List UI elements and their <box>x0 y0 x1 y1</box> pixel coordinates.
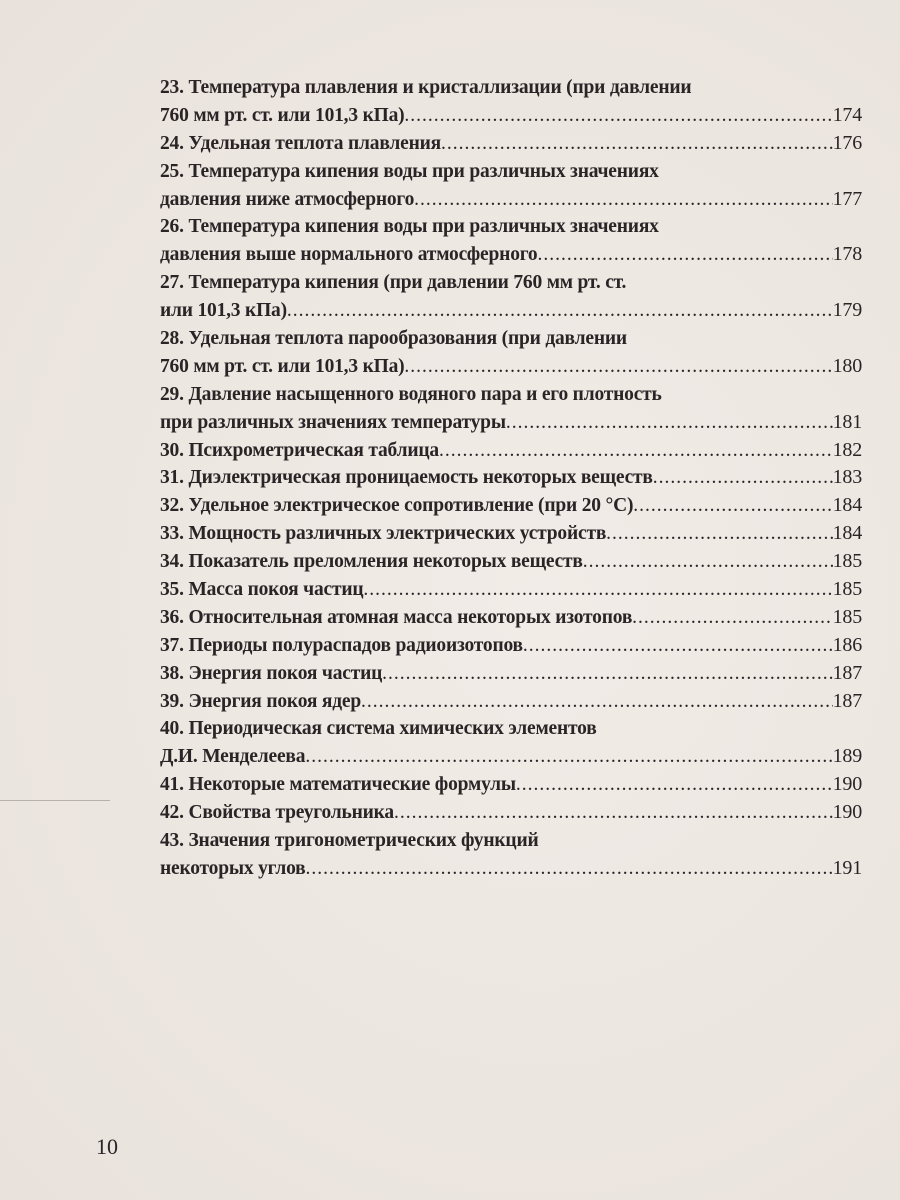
toc-entry-line <box>160 269 862 297</box>
dot-leader <box>516 771 833 799</box>
toc-entry-line <box>160 353 862 381</box>
dot-leader <box>439 437 833 465</box>
toc-page-number: 187 <box>832 689 862 712</box>
toc-entry-line <box>160 688 862 716</box>
toc-page-number: 177 <box>832 187 862 210</box>
table-of-contents <box>160 74 862 883</box>
toc-entry-line <box>160 771 862 799</box>
toc-entry-title: 25. Температура кипения воды при различных значениях <box>160 160 659 182</box>
toc-page-number: 191 <box>832 856 862 879</box>
toc-page-number: 190 <box>832 773 862 796</box>
toc-entry-title: 760 мм рт. ст. или 101,3 кПа) <box>160 104 405 126</box>
toc-entry-line <box>160 130 862 158</box>
toc-entry-line <box>160 632 862 660</box>
dot-leader <box>414 186 832 214</box>
toc-entry-line <box>160 660 862 688</box>
toc-page-number: 189 <box>832 745 862 768</box>
toc-entry-title: 760 мм рт. ст. или 101,3 кПа) <box>160 355 405 377</box>
toc-entry-title: 34. Показатель преломления некоторых веществ <box>160 551 583 573</box>
toc-entry-title: 29. Давление насыщенного водяного пара и его плотность <box>160 383 662 405</box>
toc-entry-title: 27. Температура кипения (при давлении 760 мм рт. ст. <box>160 272 627 294</box>
toc-entry-title: 24. Удельная теплота плавления <box>160 132 442 154</box>
dot-leader <box>404 353 832 381</box>
toc-page-number: 186 <box>832 633 862 656</box>
toc-entry-line <box>160 464 862 492</box>
toc-entry-title: 28. Удельная теплота парообразования (при давлении <box>160 328 627 350</box>
toc-entry-title: давления выше нормального атмосферного <box>160 244 538 266</box>
toc-entry-line <box>160 520 862 548</box>
dot-leader <box>583 548 833 576</box>
toc-entry-title: 33. Мощность различных электрических устройств <box>160 523 607 545</box>
toc-page-number: 174 <box>832 103 862 126</box>
toc-entry-line <box>160 213 862 241</box>
toc-entry-line <box>160 715 862 743</box>
toc-page-number: 181 <box>832 410 862 433</box>
toc-entry-title: 41. Некоторые математические формулы <box>160 774 516 796</box>
toc-page-number: 183 <box>832 466 862 489</box>
toc-page-number: 176 <box>832 131 862 154</box>
toc-entry-line <box>160 827 862 855</box>
dot-leader <box>653 464 833 492</box>
toc-entry-title: 30. Психрометрическая таблица <box>160 439 439 461</box>
dot-leader <box>305 743 832 771</box>
page-number: 10 <box>96 1134 118 1159</box>
toc-entry-line <box>160 241 862 269</box>
dot-leader <box>633 492 832 520</box>
toc-entry-line <box>160 743 862 771</box>
toc-entry-line <box>160 799 862 827</box>
toc-entry-line <box>160 548 862 576</box>
dot-leader <box>363 576 832 604</box>
dot-leader <box>537 241 832 269</box>
toc-entry-line <box>160 604 862 632</box>
dot-leader <box>305 855 832 883</box>
toc-page-number: 185 <box>832 550 862 573</box>
toc-entry-line <box>160 409 862 437</box>
toc-entry-title: 26. Температура кипения воды при различных значениях <box>160 216 659 238</box>
toc-entry-line <box>160 74 862 102</box>
toc-entry-title: 36. Относительная атомная масса некоторых изотопов <box>160 606 633 628</box>
toc-page-number: 187 <box>832 661 862 684</box>
toc-page-number: 179 <box>832 299 862 322</box>
toc-entry-title: 37. Периоды полураспадов радиоизотопов <box>160 634 523 656</box>
toc-page-number: 182 <box>832 438 862 461</box>
toc-entry-title: или 101,3 кПа) <box>160 300 287 322</box>
toc-entry-line <box>160 492 862 520</box>
toc-entry-title: давления ниже атмосферного <box>160 188 415 210</box>
toc-entry-line <box>160 855 862 883</box>
toc-entry-line <box>160 437 862 465</box>
toc-page-number: 184 <box>832 494 862 517</box>
toc-page-number: 180 <box>832 354 862 377</box>
toc-entry-title: при различных значениях температуры <box>160 411 506 433</box>
dot-leader <box>632 604 832 632</box>
toc-entry-line <box>160 102 862 130</box>
dot-leader <box>606 520 832 548</box>
toc-entry-title: некоторых углов <box>160 857 306 879</box>
toc-entry-line <box>160 325 862 353</box>
dot-leader <box>404 102 832 130</box>
dot-leader <box>287 297 833 325</box>
toc-entry-title: 42. Свойства треугольника <box>160 802 394 824</box>
toc-entry-line <box>160 297 862 325</box>
toc-entry-title: 39. Энергия покоя ядер <box>160 690 362 712</box>
toc-entry-title: 40. Периодическая система химических элементов <box>160 718 597 740</box>
toc-page-number: 190 <box>832 801 862 824</box>
dot-leader <box>382 660 832 688</box>
dot-leader <box>394 799 833 827</box>
toc-page-number: 185 <box>832 578 862 601</box>
toc-entry-title: 31. Диэлектрическая проницаемость некоторых веществ <box>160 467 653 489</box>
margin-rule <box>0 800 110 801</box>
dot-leader <box>441 130 833 158</box>
toc-entry-title: 38. Энергия покоя частиц <box>160 662 383 684</box>
toc-entry-line <box>160 186 862 214</box>
dot-leader <box>523 632 833 660</box>
dot-leader <box>506 409 833 437</box>
dot-leader <box>361 688 833 716</box>
toc-entry-title: Д.И. Менделеева <box>160 746 306 768</box>
toc-entry-line <box>160 576 862 604</box>
toc-entry-line <box>160 381 862 409</box>
toc-page-number: 178 <box>832 243 862 266</box>
toc-entry-title: 35. Масса покоя частиц <box>160 579 364 601</box>
toc-entry-title: 32. Удельное электрическое сопротивление (при 20 °С) <box>160 495 634 517</box>
toc-entry-line <box>160 158 862 186</box>
toc-entry-title: 23. Температура плавления и кристаллизации (при давлении <box>160 77 692 98</box>
toc-page-number: 184 <box>832 522 862 545</box>
toc-entry-title: 43. Значения тригонометрических функций <box>160 830 539 852</box>
toc-page-number: 185 <box>832 605 862 628</box>
